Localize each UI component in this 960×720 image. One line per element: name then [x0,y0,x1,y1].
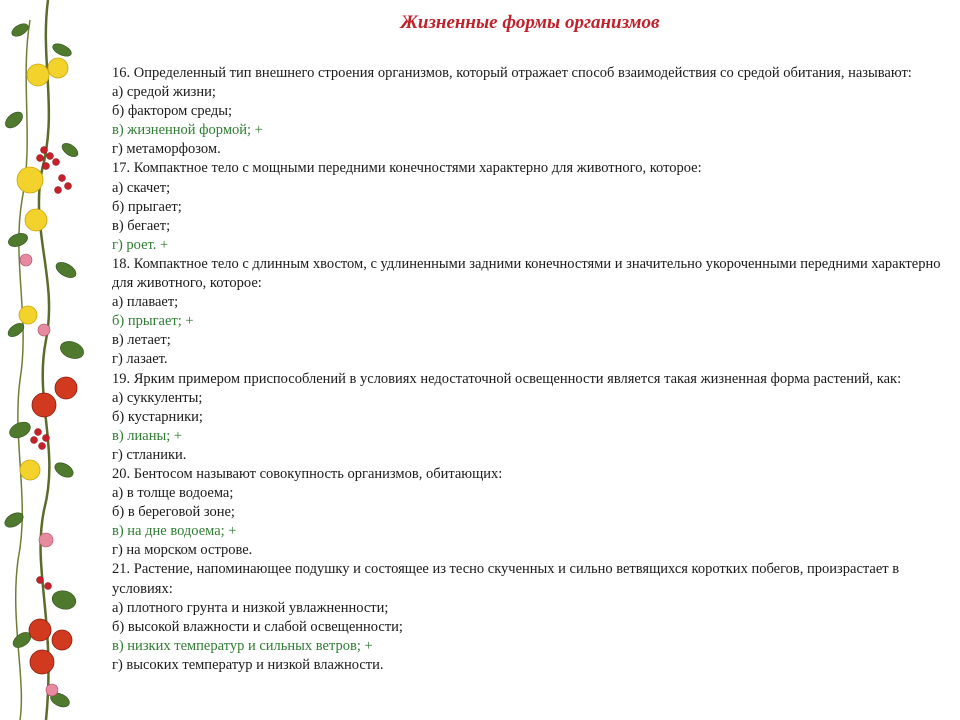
question-line: г) высоких температур и низкой влажности. [112,656,384,673]
question-line: г) стланики. [112,446,187,463]
question-line: г) метаморфозом. [112,141,221,158]
question-line: 17. Компактное тело с мощными передними конечностями характерно для животного, которое: [112,160,702,177]
question-line: 20. Бентосом называют совокупность организмов, обитающих: [112,465,503,482]
question-line: г) на морском острове. [112,542,253,559]
slide-title: Жизненные формы организмов [400,12,660,33]
red-roses [29,377,77,674]
question-line: а) суккуленты; [112,389,203,406]
question-line: б) высокой влажности и слабой освещенности; [112,618,403,635]
question-line: 21. Растение, напоминающее подушку и состоящее из тесно скученных и сильно ветвящихся коротких побегов, произрастает в условиях: [112,561,900,597]
question-line: а) плавает; [112,294,179,311]
correct-answer-line: г) роет. + [112,236,169,253]
question-line: а) в толще водоема; [112,485,234,502]
question-line: а) скачет; [112,179,171,196]
question-line: б) фактором среды; [112,103,233,120]
correct-answer-line: б) прыгает; + [112,313,194,330]
floral-border-decoration [0,0,92,720]
question-line: 18. Компактное тело с длинным хвостом, с удлиненными задними конечностями и значительно укороченными передними характерно для животного, которое: [112,255,941,292]
correct-answer-line: в) жизненной формой; + [112,122,263,139]
question-line: б) кустарники; [112,408,203,425]
question-line: в) летает; [112,332,171,349]
question-line: в) бегает; [112,217,171,234]
question-list [112,64,950,675]
vine-branch [16,20,30,720]
question-line: а) плотного грунта и низкой увлажненности; [112,599,389,616]
question-line: а) средой жизни; [112,84,216,101]
question-line: б) прыгает; [112,198,182,215]
question-line: 16. Определенный тип внешнего строения организмов, который отражает способ взаимодействия со средой обитания, называют: [112,65,912,81]
question-line: б) в береговой зоне; [112,504,235,521]
correct-answer-line: в) на дне водоема; + [112,523,237,540]
correct-answer-line: в) лианы; + [112,427,183,444]
question-line: г) лазает. [112,351,168,368]
vine-stem [39,0,49,720]
question-line: 19. Ярким примером приспособлений в условиях недостаточной освещенности является такая жизненная форма растений, как: [112,370,902,387]
correct-answer-line: в) низких температур и сильных ветров; + [112,637,373,654]
